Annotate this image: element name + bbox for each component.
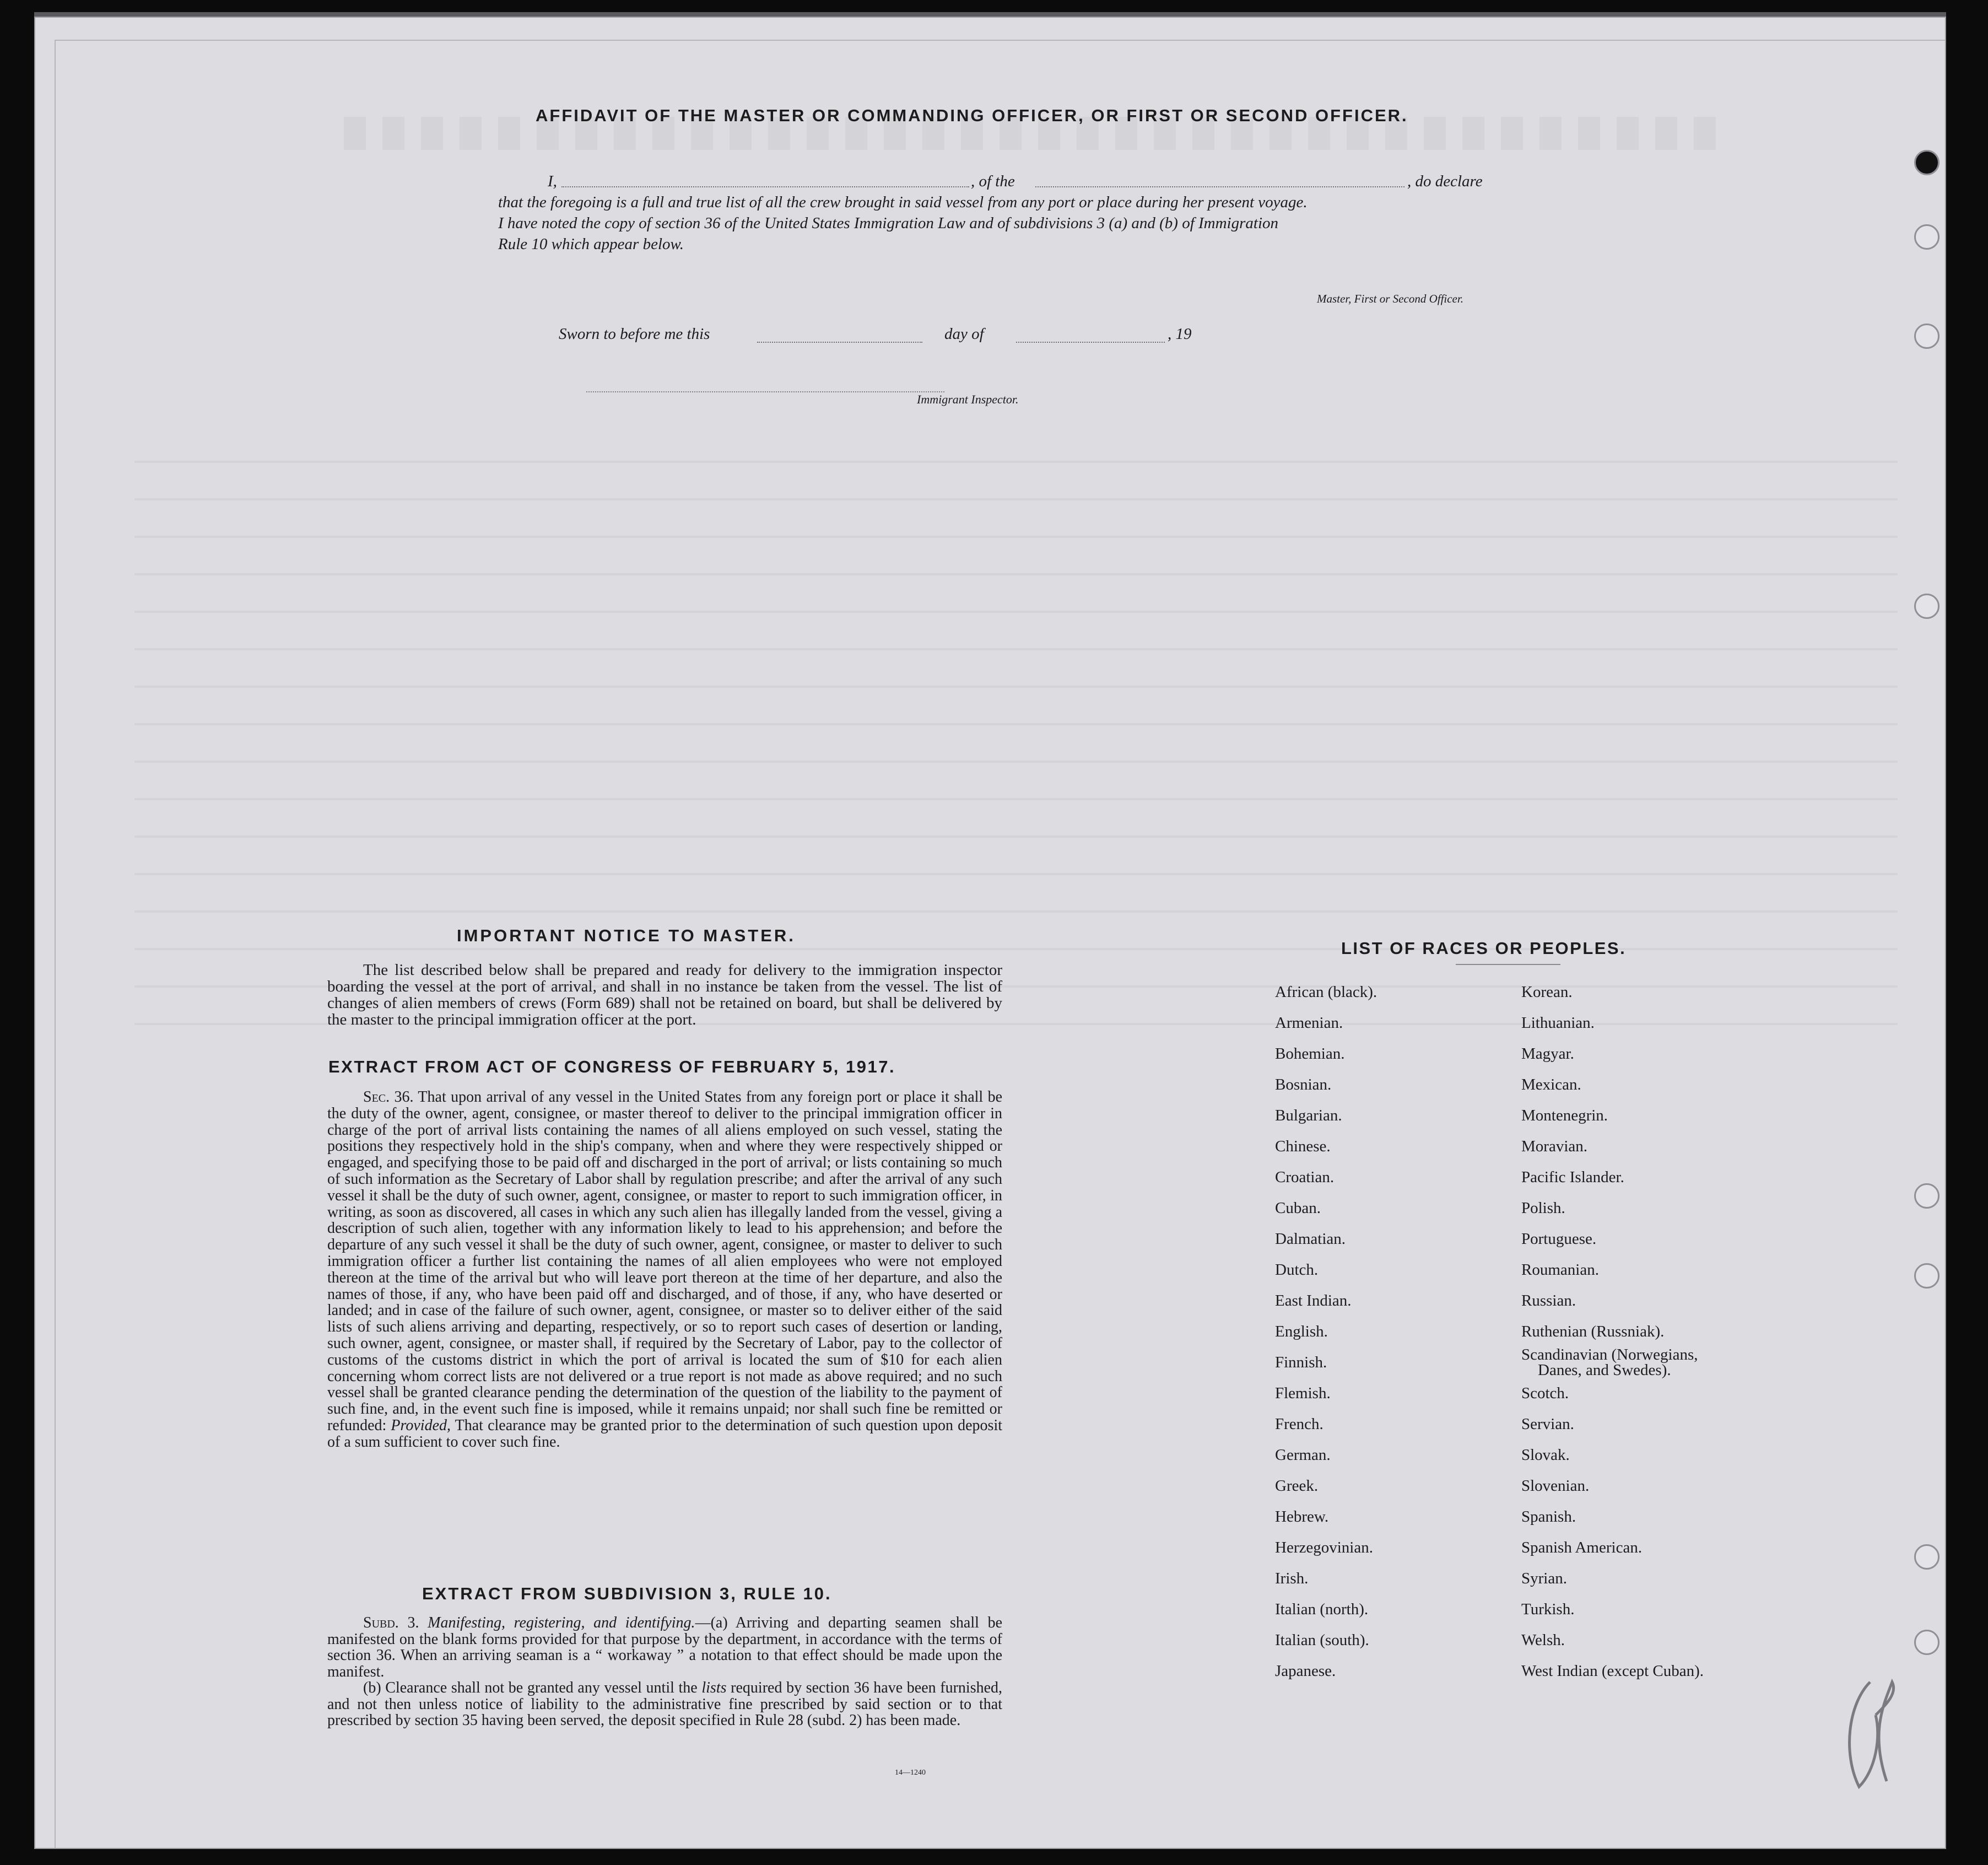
affidavit-line4: Rule 10 which appear below. xyxy=(498,235,684,253)
notice-title: IMPORTANT NOTICE TO MASTER. xyxy=(457,926,796,945)
affidavit-do-declare: , do declare xyxy=(1407,173,1483,190)
race-item: English. xyxy=(1275,1323,1328,1340)
race-item: West Indian (except Cuban). xyxy=(1521,1662,1704,1680)
race-item: Bosnian. xyxy=(1275,1076,1332,1093)
race-item: Servian. xyxy=(1521,1415,1574,1433)
race-item: Irish. xyxy=(1275,1570,1309,1587)
binder-hole xyxy=(1914,1630,1940,1655)
bleed-through-ruled-rows xyxy=(134,425,1898,1032)
subd-heading: Manifesting, registering, and identifying. xyxy=(428,1614,695,1631)
year-label: , 19 xyxy=(1168,325,1192,343)
race-item: Japanese. xyxy=(1275,1662,1336,1680)
affidavit-of-the: , of the xyxy=(971,173,1015,190)
race-item: Roumanian. xyxy=(1521,1261,1599,1279)
race-item: Flemish. xyxy=(1275,1384,1331,1402)
race-item: Bohemian. xyxy=(1275,1045,1345,1063)
affidavit-line3: I have noted the copy of section 36 of the United States Immigration Law and of subdivisions 3 (a) and (b) of Immigration xyxy=(498,214,1279,232)
race-item: Slovenian. xyxy=(1521,1477,1590,1495)
binder-hole xyxy=(1914,1263,1940,1289)
affidavit-title: AFFIDAVIT OF THE MASTER OR COMMANDING OFFICER, OR FIRST OR SECOND OFFICER. xyxy=(536,106,1408,125)
race-item: Polish. xyxy=(1521,1199,1565,1217)
affidavit-block xyxy=(498,171,1595,255)
binder-hole xyxy=(1914,324,1940,349)
sec-label: Sec. 36. xyxy=(363,1088,414,1106)
race-item: Greek. xyxy=(1275,1477,1319,1495)
form-number: 14—1240 xyxy=(895,1769,926,1777)
extract-act-title: EXTRACT FROM ACT OF CONGRESS OF FEBRUARY 5, 1917. xyxy=(328,1057,896,1076)
notice-body: The list described below shall be prepared and ready for delivery to the immigration inspector boarding the vessel at the port of arrival, and shall in no instance be taken from the vessel. The list of changes of alien members of crews (Form 689) shall not be retained on board, but shall be delivered by the master to the principal immigration officer at the port. xyxy=(327,961,1002,1028)
vessel-name-field[interactable] xyxy=(1035,174,1404,187)
officer-signature-line[interactable] xyxy=(1225,290,1567,292)
race-item: Magyar. xyxy=(1521,1045,1574,1063)
inspector-signature-label: Immigrant Inspector. xyxy=(917,392,1019,406)
extract-rule-text xyxy=(327,1615,1002,1729)
race-item: Dalmatian. xyxy=(1275,1230,1346,1248)
affidavit-i-label: I, xyxy=(548,173,557,190)
race-item: Finnish. xyxy=(1275,1354,1327,1371)
officer-signature-label: Master, First or Second Officer. xyxy=(1317,292,1463,305)
race-item: Montenegrin. xyxy=(1521,1107,1608,1124)
sworn-day-field[interactable] xyxy=(757,328,922,343)
affidavit-line2: that the foregoing is a full and true list of all the crew brought in said vessel from any port or place during her present voyage. xyxy=(498,193,1308,211)
race-item: Armenian. xyxy=(1275,1014,1343,1032)
races-title: LIST OF RACES OR PEOPLES. xyxy=(1341,939,1627,958)
race-item: German. xyxy=(1275,1446,1331,1464)
extract-act-text xyxy=(327,1089,1002,1451)
provided-label: Provided, xyxy=(391,1416,451,1434)
race-item-scandinavian xyxy=(1521,1347,1808,1378)
binder-hole xyxy=(1914,594,1940,619)
sworn-label: Sworn to before me this xyxy=(559,325,710,343)
race-item: Lithuanian. xyxy=(1521,1014,1595,1032)
binder-hole xyxy=(1914,1544,1940,1570)
race-item-continued: Danes, and Swedes). xyxy=(1538,1361,1671,1379)
subd-label: Subd. 3. xyxy=(363,1614,419,1631)
subd-b-lists: lists xyxy=(701,1679,727,1696)
race-item: Italian (north). xyxy=(1275,1600,1369,1618)
race-item: Spanish. xyxy=(1521,1508,1576,1526)
master-name-field[interactable] xyxy=(561,174,969,187)
race-item: Italian (south). xyxy=(1275,1631,1369,1649)
race-item: Dutch. xyxy=(1275,1261,1319,1279)
race-item: Welsh. xyxy=(1521,1631,1565,1649)
race-item: Cuban. xyxy=(1275,1199,1321,1217)
race-item: Mexican. xyxy=(1521,1076,1581,1093)
handwritten-mark xyxy=(1837,1671,1909,1798)
subd-a-body: —(a) Arriving and departing seamen shall be manifested on the blank forms provided for that purpose by the department, in accordance with the terms of section 36. When an arriving seaman is a “ workaway ” a notation to that effect should be made upon the manifest. xyxy=(327,1614,1002,1680)
race-item: Ruthenian (Russniak). xyxy=(1521,1323,1665,1340)
affidavit-line1 xyxy=(498,171,1595,192)
race-item: Bulgarian. xyxy=(1275,1107,1342,1124)
subd-b-end: required by section 36 have been furnished, and not then unless notice of liability to the administrative fine prescribed by said section or to that prescribed by section 35 having been served, the deposit specified in Rule 28 (subd. 2) has been made. xyxy=(327,1679,1003,1729)
race-item: Chinese. xyxy=(1275,1138,1331,1155)
race-item: Korean. xyxy=(1521,983,1573,1001)
subd-b-paragraph xyxy=(327,1680,1002,1729)
race-item: Pacific Islander. xyxy=(1521,1168,1624,1186)
day-of-label: day of xyxy=(944,325,984,343)
race-item: Spanish American. xyxy=(1521,1539,1643,1556)
race-item: East Indian. xyxy=(1275,1292,1352,1309)
subd-b-start: (b) Clearance shall not be granted any vessel until the xyxy=(363,1679,698,1696)
binder-hole xyxy=(1914,150,1940,175)
race-item: Portuguese. xyxy=(1521,1230,1597,1248)
extract-rule-title: EXTRACT FROM SUBDIVISION 3, RULE 10. xyxy=(422,1584,832,1603)
races-title-rule xyxy=(1456,964,1560,965)
sworn-line xyxy=(559,325,1275,347)
document-page xyxy=(34,17,1946,1849)
race-item: Hebrew. xyxy=(1275,1508,1329,1526)
race-item: Herzegovinian. xyxy=(1275,1539,1373,1556)
binder-hole xyxy=(1914,1183,1940,1209)
race-item: French. xyxy=(1275,1415,1323,1433)
race-item: Slovak. xyxy=(1521,1446,1570,1464)
race-item: Scandinavian (Norwegians, xyxy=(1521,1346,1698,1363)
binder-hole xyxy=(1914,224,1940,250)
inspector-signature-line[interactable] xyxy=(586,391,944,392)
race-item: African (black). xyxy=(1275,983,1377,1001)
notice-text xyxy=(327,962,1002,1028)
race-item: Syrian. xyxy=(1521,1570,1567,1587)
races-right-column xyxy=(1521,977,1808,1686)
races-left-column xyxy=(1275,977,1506,1686)
race-item: Turkish. xyxy=(1521,1600,1575,1618)
subd-a-paragraph xyxy=(327,1615,1002,1680)
race-item: Croatian. xyxy=(1275,1168,1335,1186)
sec36-body-end: That clearance may be granted prior to the determination of such question upon deposit of a sum sufficient to cover such fine. xyxy=(327,1416,1003,1451)
sec36-body: That upon arrival of any vessel in the United States from any foreign port or place it shall be the duty of the owner, agent, consignee, or master thereof to deliver to the principal immigration officer in charge of the port of arrival lists containing the names of all aliens employed on such vessel, stating the positions they respectively hold in the ship's company, when and where they were respectively shipped or engaged, and specifying those to be paid off and discharged in the port of arrival; or lists containing so much of such information as the Secretary of Labor shall by regulation prescribe; and after the arrival of any such vessel it shall be the duty of such owner, agent, consignee, or master to report to such immigration officer, in writing, as soon as discovered, all cases in which any such alien has illegally landed from the vessel, giving a description of such alien, together with any information likely to lead to his apprehension; and before the departure of any such vessel it shall be the duty of such owner, agent, consignee, or master to deliver to such immigration officer a further list containing the names of all alien employees who were not employed thereon at the time of the arrival but who will leave port thereon at the time of her departure, and also the names of those, if any, who have been paid off and discharged, and of those, if any, who have deserted or landed; and in case of the failure of such owner, agent, consignee, or master so to deliver either of the said lists of such aliens arriving and departing, respectively, or so to report such cases of desertion or landing, such owner, agent, consignee, or master shall, if required by the Secretary of Labor, pay to the collector of customs of the customs district in which the port of arrival is located the sum of $10 for each alien concerning whom correct lists are not delivered or a true report is not made as above required; and no such vessel shall be granted clearance pending the determination of the question of the liability to the payment of such fine, and, in the event such fine is imposed, while it remains unpaid; nor shall such fine be remitted or refunded: xyxy=(327,1088,1002,1434)
race-item: Scotch. xyxy=(1521,1384,1569,1402)
sworn-month-field[interactable] xyxy=(1016,328,1165,343)
race-item: Moravian. xyxy=(1521,1138,1587,1155)
race-item: Russian. xyxy=(1521,1292,1576,1309)
